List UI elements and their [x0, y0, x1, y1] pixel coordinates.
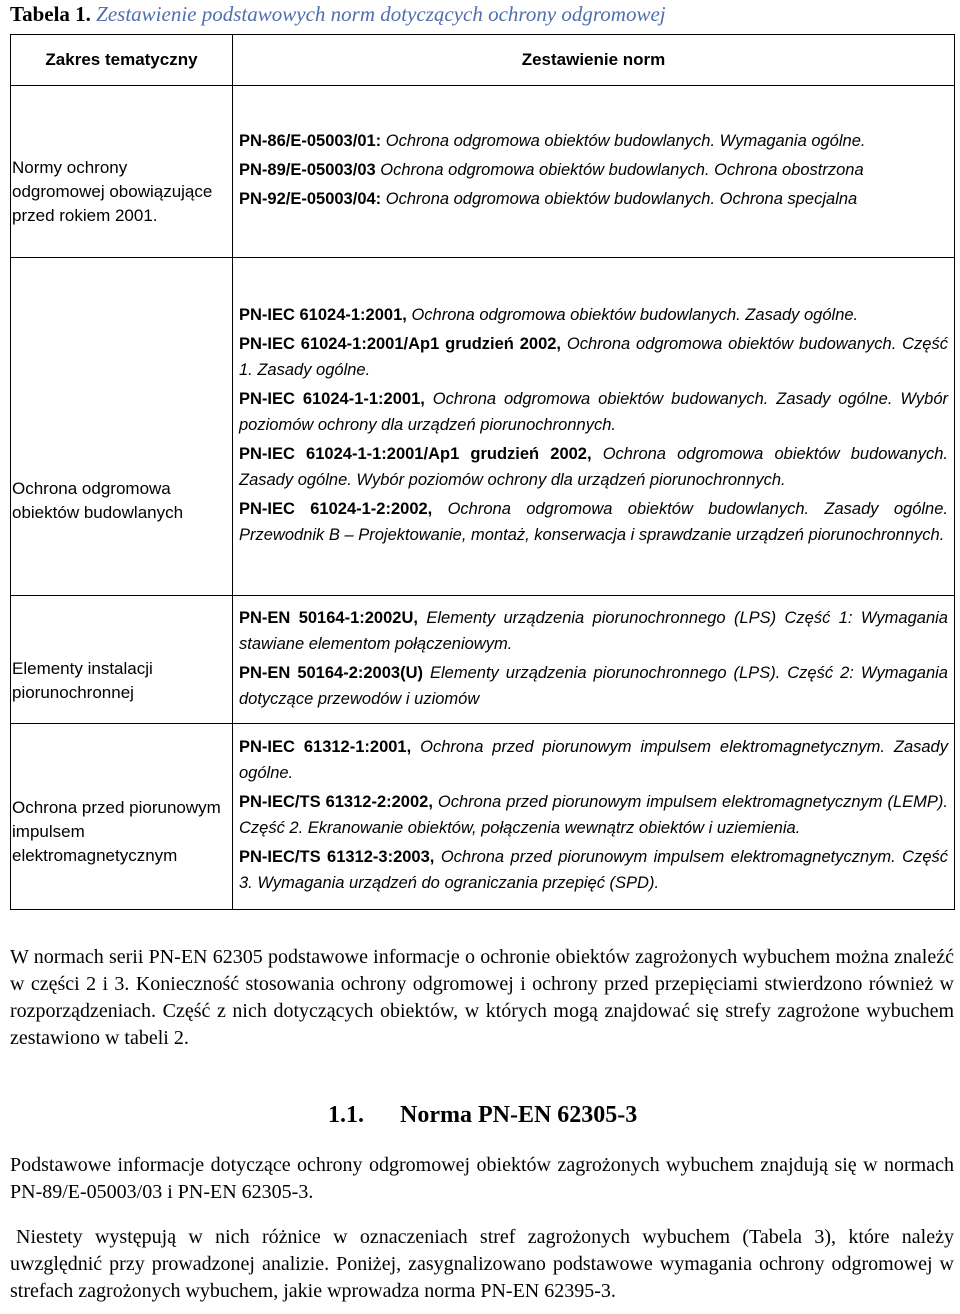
table-row [11, 596, 955, 724]
norm-description: Ochrona odgromowa obiektów budowanych. Zasady ogólne. Wybór poziomów ochrony dla urządzeń piorunochronnych. [239, 390, 948, 434]
norm-description: Ochrona odgromowa obiektów budowlanych. Wymagania ogólne. [385, 132, 866, 150]
norm-entry [239, 844, 948, 896]
norms-cell [233, 596, 955, 724]
category-label: Ochrona odgromowa obiektów budowlanych [12, 478, 184, 522]
norm-code: PN-IEC 61312-1:2001, [239, 738, 412, 756]
norm-entry [239, 605, 948, 657]
table-row [11, 724, 955, 910]
norms-cell [233, 86, 955, 258]
norm-entry [239, 789, 948, 841]
section-title: Norma PN-EN 62305-3 [400, 1102, 638, 1128]
norm-entry [239, 441, 948, 493]
table-row [11, 258, 955, 596]
norm-code: PN-EN 50164-2:2003(U) [239, 663, 423, 682]
table-header-row [11, 35, 955, 86]
norm-description: Ochrona odgromowa obiektów budowanych. Zasady ogólne. Wybór poziomów ochrony dla urządzeń piorunochronnych. [239, 445, 948, 489]
header-zestawienie: Zestawienie norm [233, 35, 955, 86]
norm-description: Ochrona odgromowa obiektów budowlanych. Zasady ogólne. Przewodnik B – Projektowanie, montaż, konserwacja i sprawdzanie urządzeń piorunochronnych. [239, 500, 948, 544]
norm-entry [239, 734, 948, 786]
norm-description: Ochrona odgromowa obiektów budowlanych. Ochrona specjalna [385, 190, 858, 208]
norm-entry [239, 128, 948, 154]
norm-code: PN-89/E-05003/03 [239, 161, 376, 179]
norm-entry [239, 496, 948, 548]
paragraph-body-1: W normach serii PN-EN 62305 podstawowe informacje o ochronie obiektów zagrożonych wybuchem można znaleźć w części 2 i 3. Konieczność stosowania ochrony odgromowej i ochrony przed przepięciami stwierdzono również w rozporządzeniach. Część z nich dotyczących obiektów, w których mogą znajdować się strefy zagrożone wybuchem zestawiono w tabeli 2. [10, 946, 954, 1049]
table-caption-number: Tabela 1. [10, 2, 91, 26]
norm-code: PN-92/E-05003/04: [239, 190, 382, 208]
table-caption [10, 2, 956, 32]
norm-entry [239, 660, 948, 712]
table-row [11, 86, 955, 258]
table-caption-title: Zestawienie podstawowych norm dotyczących ochrony odgromowej [96, 2, 666, 26]
norm-code: PN-IEC/TS 61312-3:2003, [239, 848, 435, 866]
norm-code: PN-IEC 61024-1-1:2001, [239, 390, 425, 408]
section-heading [328, 1102, 637, 1129]
norm-entry [239, 331, 948, 383]
norm-description: Ochrona odgromowa obiektów budowlanych. Ochrona obostrzona [380, 161, 864, 179]
norm-code: PN-IEC 61024-1-2:2002, [239, 500, 433, 518]
document-page [10, 0, 956, 1302]
norm-description: Ochrona przed piorunowym impulsem elektromagnetycznym. Zasady ogólne. [239, 738, 948, 782]
norm-code: PN-IEC 61024-1-1:2001/Ap1 grudzień 2002, [239, 445, 592, 463]
norm-description: Ochrona odgromowa obiektów budowlanych. Zasady ogólne. [411, 306, 859, 324]
norm-code: PN-IEC/TS 61312-2:2002, [239, 793, 433, 811]
norm-entry [239, 186, 948, 212]
norm-code: PN-IEC 61024-1:2001, [239, 306, 407, 324]
category-label: Elementy instalacji piorunochronnej [12, 658, 153, 702]
norm-code: PN-IEC 61024-1:2001/Ap1 grudzień 2002, [239, 335, 562, 353]
norm-code: PN-EN 50164-1:2002U, [239, 608, 418, 627]
norm-entry [239, 302, 948, 328]
category-cell [11, 258, 233, 596]
norm-description: Ochrona odgromowa obiektów budowanych. Część 1. Zasady ogólne. [239, 335, 948, 379]
norms-cell [233, 724, 955, 910]
norm-code: PN-86/E-05003/01: [239, 132, 382, 150]
category-label: Normy ochrony odgromowej obowiązujące przed rokiem 2001. [12, 157, 213, 225]
category-cell [11, 596, 233, 724]
header-zakres: Zakres tematyczny [11, 35, 233, 86]
norm-description: Ochrona przed piorunowym impulsem elektromagnetycznym. Część 3. Wymagania urządzeń do ograniczania przepięć (SPD). [239, 848, 948, 892]
norms-table [10, 34, 955, 910]
paragraph-body-2: Podstawowe informacje dotyczące ochrony odgromowej obiektów zagrożonych wybuchem znajdują się w normach PN-89/E-05003/03 i PN-EN 62305-3. [10, 1154, 954, 1203]
category-cell [11, 724, 233, 910]
category-cell [11, 86, 233, 258]
norm-description: Elementy urządzenia piorunochronnego (LPS) Część 1: Wymagania stawiane elementom połączeniowym. [239, 608, 948, 653]
norm-entry [239, 386, 948, 438]
section-number: 1.1. [328, 1102, 364, 1128]
norm-description: Ochrona przed piorunowym impulsem elektromagnetycznym (LEMP). Część 2. Ekranowanie obiektów, połączenia wewnątrz obiektów i uziemienia. [239, 793, 948, 837]
norms-cell [233, 258, 955, 596]
norm-entry [239, 157, 948, 183]
paragraph-body-3: Niestety występują w nich różnice w oznaczeniach stref zagrożonych wybuchem (Tabela 3), które należy uwzględnić przy prowadzonej analizie. Poniżej, zasygnalizowano podstawowe wymagania ochrony odgromowej w strefach zagrożonych wybuchem, jakie wprowadza norma PN-EN 62395-3. [10, 1226, 954, 1302]
category-label: Ochrona przed piorunowym impulsem elektromagnetycznym [12, 797, 221, 865]
norm-description: Elementy urządzenia piorunochronnego (LPS). Część 2: Wymagania dotyczące przewodów i uziomów [239, 663, 948, 708]
